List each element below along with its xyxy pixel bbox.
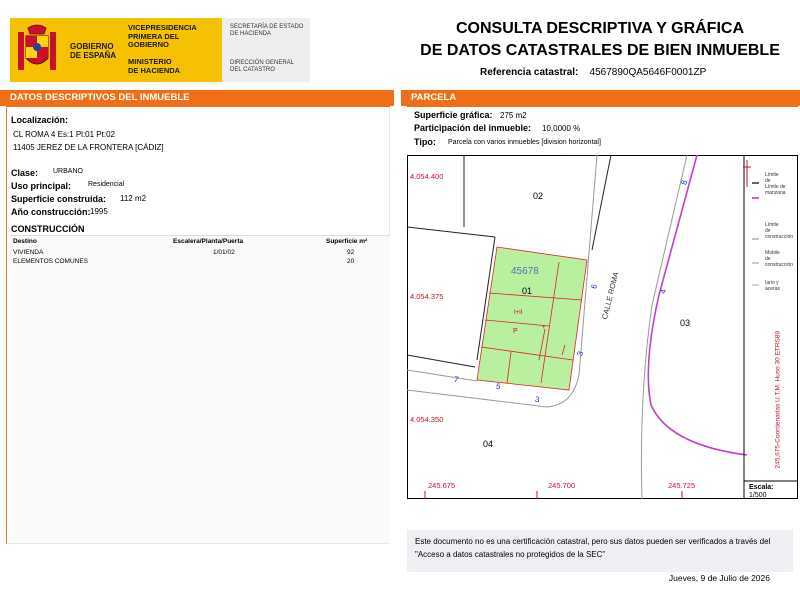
y-coord-label: 4.054.375	[410, 292, 444, 301]
secretaria-text: SECRETARÍA DE ESTADO DE HACIENDA	[230, 24, 304, 37]
tipo-label: Tipo:	[414, 137, 436, 147]
legend-item-mobile-construccion: Mobile de construcción	[765, 250, 794, 268]
clase-label: Clase:	[11, 168, 39, 178]
floor-label: I+II	[514, 310, 523, 316]
legend-item-aceras: Iario y aceras	[765, 280, 781, 292]
anio-construccion-value: 1995	[90, 207, 108, 216]
ref-label: Referencia catastral:	[480, 67, 579, 78]
ref-value: 4567890QA5646F0001ZP	[589, 67, 707, 78]
utm-side-label: 245,675-Coordenadas U.T.M. Huso 30 ETRS89	[774, 330, 782, 469]
house-number: 8	[679, 179, 690, 186]
legend-item-limite-construccion: Límite de construcción	[765, 222, 794, 240]
superficie-grafica-label: Superficie gráfica:	[414, 110, 493, 120]
table-row	[11, 249, 381, 258]
participacion-label: Participación del inmueble:	[414, 123, 532, 133]
ministerio-text: MINISTERIO DE HACIENDA	[128, 57, 181, 75]
x-coord-label: 245.675	[428, 481, 456, 490]
localizacion-line2: 11405 JEREZ DE LA FRONTERA [CÁDIZ]	[13, 143, 164, 152]
disclaimer-text: Este documento no es una certificación catastral, pero sus datos pueden ser verificados a través del "Acceso a datos catastrales no protegidos de la SEC"	[415, 537, 771, 559]
tipo-value: Parcela con varios inmuebles [division horizontal]	[448, 139, 601, 146]
parcel-number: 03	[680, 318, 691, 328]
floor-label: P	[513, 328, 518, 335]
table-header: Superficie m²	[326, 238, 368, 245]
superficie-construida-label: Superficie construida:	[11, 194, 107, 204]
table-cell: 92	[347, 249, 355, 256]
house-number: 3	[575, 350, 586, 357]
section-divider	[6, 106, 390, 107]
y-coord-label: 4.054.400	[410, 172, 444, 181]
table-header: Destino	[13, 238, 37, 245]
gobierno-text: GOBIERNO DE ESPAÑA	[70, 42, 117, 60]
scale-label: Escala:	[749, 484, 774, 491]
anio-construccion-label: Año construcción:	[11, 207, 91, 217]
parcel-reference: 45678	[511, 266, 539, 277]
section-divider	[407, 106, 798, 107]
clase-value: URBANO	[53, 168, 83, 175]
section-header-parcela: PARCELA	[401, 90, 800, 106]
page-title-line2: DE DATOS CATASTRALES DE BIEN INMUEBLE	[420, 42, 780, 59]
coat-of-arms-icon	[14, 22, 60, 78]
localizacion-label: Localización:	[11, 115, 69, 125]
legend-item-limite-manzana: Límite de Límite de manzana	[765, 172, 786, 196]
parcel-number: 04	[483, 439, 494, 449]
superficie-construida-value: 112 m2	[120, 194, 147, 203]
scale-value: 1/500	[749, 492, 767, 499]
house-number: 3	[534, 394, 541, 405]
uso-value: Residencial	[88, 181, 125, 188]
cadastral-map-drawing	[407, 155, 798, 499]
empty-table-area	[10, 267, 390, 543]
house-number: 4	[658, 288, 669, 295]
x-coord-label: 245.725	[668, 481, 696, 490]
table-header: Escalera/Planta/Puerta	[173, 238, 244, 245]
street-name: CALLE ROMA	[600, 271, 621, 321]
table-cell: 20	[347, 258, 355, 265]
uso-label: Uso principal:	[11, 181, 72, 191]
table-cell: ELEMENTOS COMUNES	[13, 258, 89, 265]
table-cell: 1/01/02	[213, 249, 235, 256]
construccion-title: CONSTRUCCIÓN	[11, 224, 85, 234]
section-header-datos-descriptivos: DATOS DESCRIPTIVOS DEL INMUEBLE	[0, 90, 394, 106]
table-header-row	[11, 238, 381, 247]
parcel-number: 02	[533, 191, 544, 201]
floor-label: +	[542, 325, 546, 331]
referencia-catastral	[480, 67, 706, 78]
parcel-number: 01	[522, 286, 533, 296]
table-cell: VIVIENDA	[13, 249, 44, 256]
document-date: Jueves, 9 de Julio de 2026	[668, 573, 770, 583]
disclaimer-box	[407, 530, 793, 572]
table-row	[11, 258, 381, 267]
participacion-value: 10,0000 %	[542, 124, 581, 133]
house-number: 7	[453, 374, 460, 385]
y-coord-label: 4.054.350	[410, 415, 444, 424]
direccion-catastro-text: DIRECCIÓN GENERAL DEL CATASTRO	[230, 60, 295, 73]
x-coord-label: 245.700	[548, 481, 576, 490]
house-number: 6	[589, 283, 600, 290]
localizacion-line1: CL ROMA 4 Es:1 Pl:01 Pt:02	[13, 130, 115, 139]
house-number: 5	[495, 381, 502, 392]
manzana-limit-line	[648, 155, 747, 455]
superficie-grafica-value: 275 m2	[500, 111, 527, 120]
vicepresidencia-text: VICEPRESIDENCIA PRIMERA DEL GOBIERNO	[128, 23, 197, 49]
page-title-line1: CONSULTA DESCRIPTIVA Y GRÁFICA	[455, 20, 744, 37]
